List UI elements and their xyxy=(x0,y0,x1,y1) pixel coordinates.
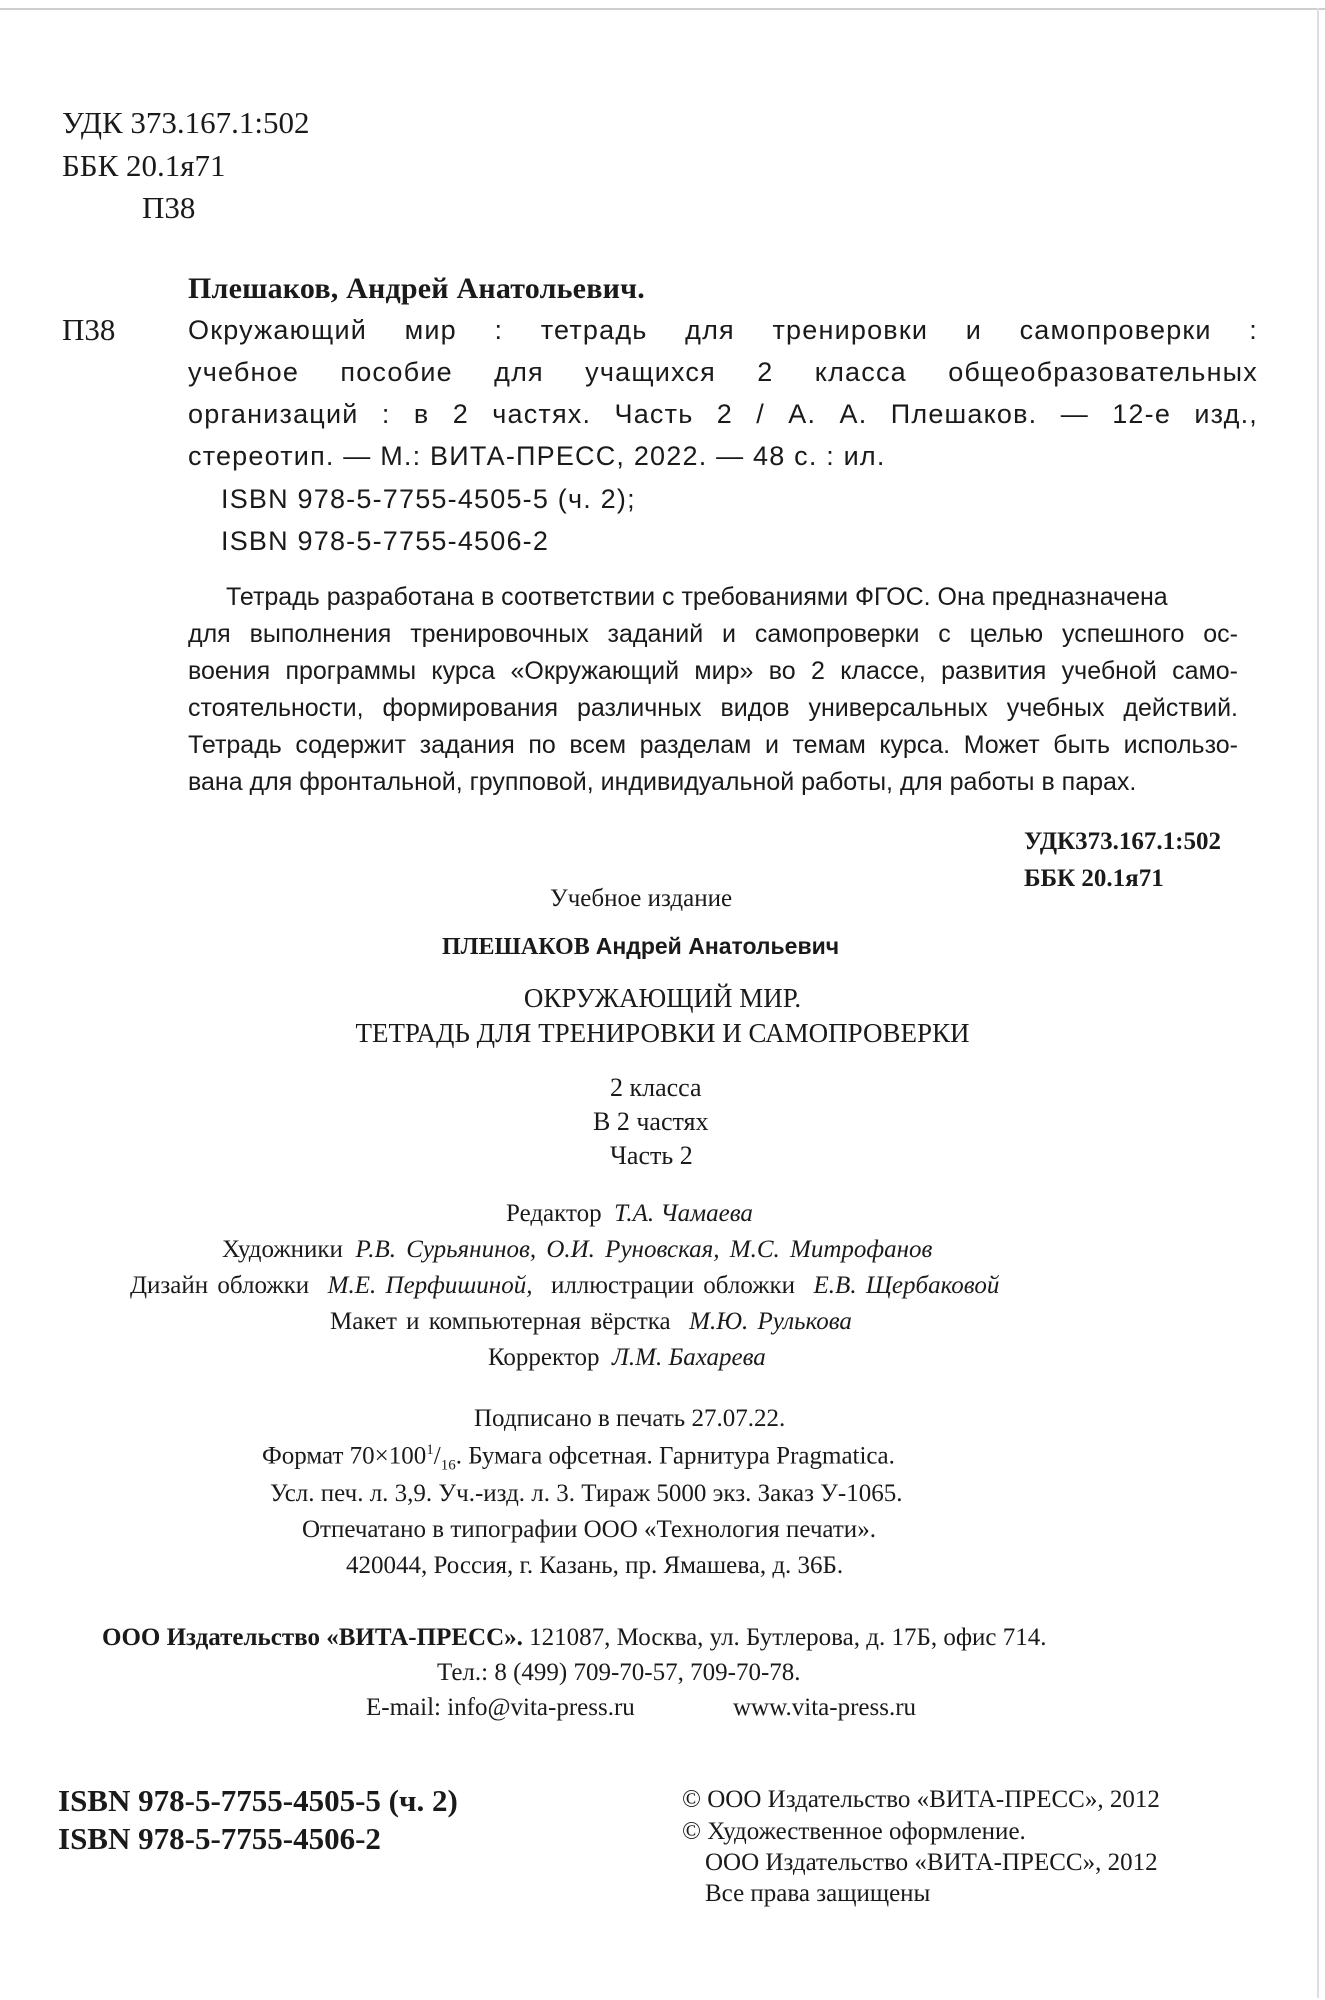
bbk-code: ББК 20.1я71 xyxy=(62,148,226,183)
edition-title-1: ОКРУЖАЮЩИЙ МИР. xyxy=(523,983,802,1013)
format-numerator: 1 xyxy=(426,1442,434,1458)
publisher-website: www.vita-press.ru xyxy=(733,1694,917,1721)
scan-edge-top xyxy=(0,8,1325,10)
publisher-info xyxy=(102,1624,1047,1652)
publisher-email: E-mail: info@vita-press.ru xyxy=(366,1694,635,1721)
credit-value: Т.А. Чамаева xyxy=(614,1200,753,1227)
publisher-name: ООО Издательство «ВИТА-ПРЕСС». xyxy=(102,1624,523,1651)
credit-label: Редактор xyxy=(506,1200,602,1227)
bbk-code-right: ББК 20.1я71 xyxy=(1024,865,1164,892)
record-line: Окружающий мир : тетрадь для тренировки и самопроверки : xyxy=(188,315,1258,345)
credit-value: М.Е. Перфишиной, xyxy=(327,1272,533,1299)
credit-label: иллюстрации обложки xyxy=(550,1272,796,1299)
credit-cover xyxy=(130,1272,999,1300)
credit-value: Е.В. Щербаковой xyxy=(813,1272,1000,1299)
edition-part: Часть 2 xyxy=(610,1141,693,1170)
format-text: Формат 70×100 xyxy=(262,1442,427,1470)
credit-value: Л.М. Бахарева xyxy=(611,1344,766,1371)
publisher-address: 121087, Москва, ул. Бутлерова, д. 17Б, офис 714. xyxy=(529,1624,1047,1651)
credit-label: Художники xyxy=(222,1236,343,1263)
format-denominator: 16 xyxy=(440,1457,456,1474)
imprint-sheets: Усл. печ. л. 3,9. Уч.-изд. л. 3. Тираж 5000 экз. Заказ У-1065. xyxy=(270,1480,903,1507)
edition-title-2: ТЕТРАДЬ ДЛЯ ТРЕНИРОВКИ И САМОПРОВЕРКИ xyxy=(355,1018,970,1048)
margin-author-mark: П38 xyxy=(62,312,116,347)
record-isbn: ISBN 978-5-7755-4506-2 xyxy=(221,526,550,556)
edition-parts: В 2 частях xyxy=(593,1107,709,1136)
copyright-line: ООО Издательство «ВИТА-ПРЕСС», 2012 xyxy=(705,1849,1158,1876)
credit-value: М.Ю. Рулькова xyxy=(689,1308,852,1335)
credit-label: Корректор xyxy=(488,1344,600,1371)
record-line: стереотип. — М.: ВИТА-ПРЕСС, 2022. — 48 с. : ил. xyxy=(188,441,886,471)
credit-layout xyxy=(330,1308,852,1336)
imprint-printed: Отпечатано в типографии ООО «Технология печати». xyxy=(302,1516,876,1543)
author-surname: ПЛЕШАКОВ xyxy=(442,934,590,960)
imprint-format: Формат $70\times 100^1/_{16}$. Бумага офсетная. Гарнитура Pragmatica. xyxy=(262,1442,895,1474)
edition-grade: 2 класса xyxy=(610,1073,702,1102)
annotation-line: вана для фронтальной, групповой, индивидуальной работы, для работы в парах. xyxy=(188,768,1137,796)
credit-label: Дизайн обложки xyxy=(130,1272,310,1299)
imprint-printer-address: 420044, Россия, г. Казань, пр. Ямашева, д. 36Б. xyxy=(346,1552,844,1579)
copyright-line: © ООО Издательство «ВИТА-ПРЕСС», 2012 xyxy=(682,1786,1160,1813)
annotation-line: Тетрадь содержит задания по всем разделам и темам курса. Может быть использо- xyxy=(188,731,1238,759)
imprint-signed: Подписано в печать 27.07.22. xyxy=(474,1405,786,1432)
credit-artists xyxy=(222,1236,932,1264)
credit-proofreader xyxy=(488,1344,766,1372)
author-given-name: Андрей Анатольевич xyxy=(595,933,840,959)
copyright-line: © Художественное оформление. xyxy=(682,1818,1026,1845)
format-text: . Бумага офсетная. Гарнитура Pragmatica. xyxy=(455,1442,895,1470)
annotation-line: воения программы курса «Окружающий мир» во 2 классе, развития учебной само- xyxy=(188,657,1238,685)
copyright-line: Все права защищены xyxy=(705,1880,931,1907)
udk-code-right: УДК373.167.1:502 xyxy=(1024,828,1221,855)
record-isbn: ISBN 978-5-7755-4505-5 (ч. 2); xyxy=(221,484,636,514)
credit-editor xyxy=(506,1200,753,1228)
edition-type: Учебное издание xyxy=(550,885,733,912)
record-line: организаций : в 2 частях. Часть 2 / А. А. Плешаков. — 12-е изд., xyxy=(188,399,1258,429)
author-mark: П38 xyxy=(142,190,196,225)
credit-value: Р.В. Сурьянинов, О.И. Руновская, М.С. Митрофанов xyxy=(355,1236,933,1263)
annotation-line: Тетрадь разработана в соответствии с требованиями ФГОС. Она предназначена xyxy=(226,583,1168,611)
annotation-line: для выполнения тренировочных заданий и самопроверки с целью успешного ос- xyxy=(188,620,1238,648)
annotation-line: стоятельности, формирования различных видов универсальных учебных действий. xyxy=(188,694,1238,722)
credit-label: Макет и компьютерная вёрстка xyxy=(330,1308,671,1335)
publisher-phone: Тел.: 8 (499) 709-70-57, 709-70-78. xyxy=(437,1659,801,1686)
author-heading: Плешаков, Андрей Анатольевич. xyxy=(188,272,645,305)
edition-author xyxy=(442,933,839,961)
isbn-set: ISBN 978-5-7755-4506-2 xyxy=(58,1821,381,1856)
isbn-part: ISBN 978-5-7755-4505-5 (ч. 2) xyxy=(58,1783,458,1818)
udk-code: УДК 373.167.1:502 xyxy=(62,105,310,140)
record-line: учебное пособие для учащихся 2 класса общеобразовательных xyxy=(188,357,1258,387)
